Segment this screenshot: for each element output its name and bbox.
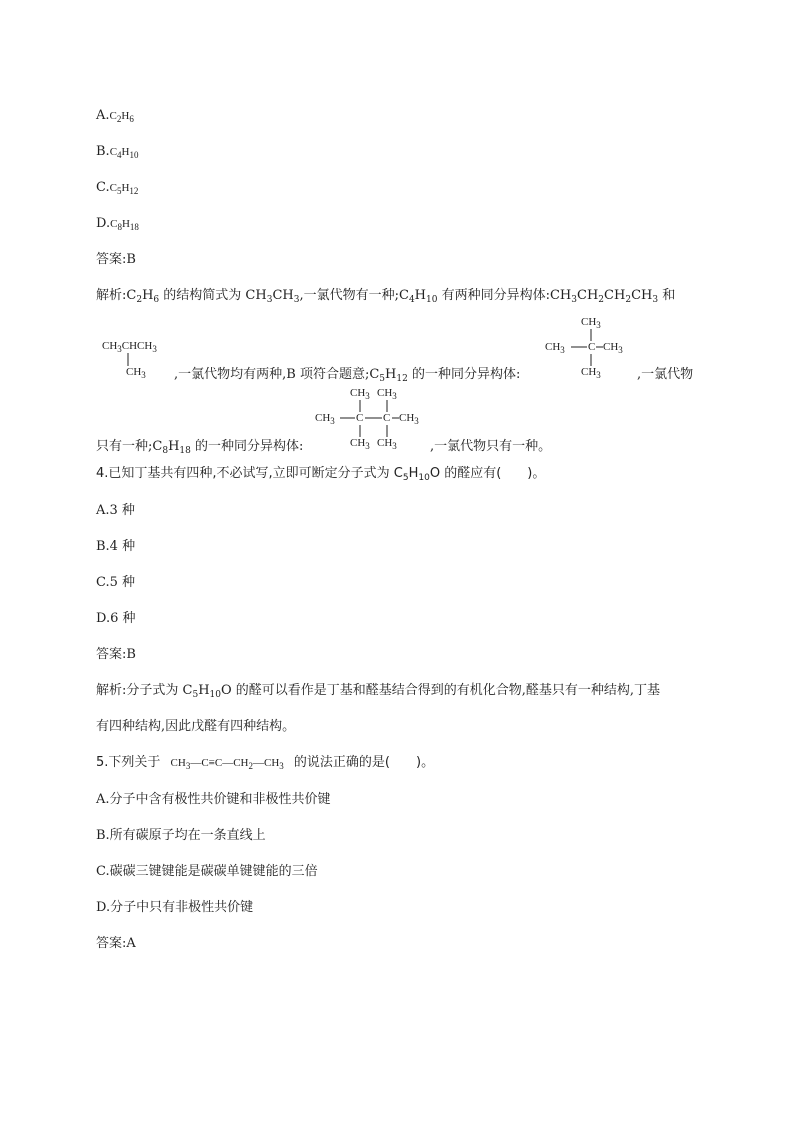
q3-option-c: $C.C_5H_{12}$ bbox=[96, 180, 139, 196]
q3-analysis-line3-end: ,一氯代物只有一种。 bbox=[430, 439, 552, 454]
q3-analysis-line2-end: ,一氯代物 bbox=[637, 367, 694, 382]
q5-option-a: A.分子中含有极性共价键和非极性共价键 bbox=[96, 792, 331, 807]
q4-option-b: B.4 种 bbox=[96, 539, 136, 554]
q5-stem-prefix: 5.下列关于 bbox=[96, 755, 161, 770]
q3-analysis-line1: 解析$:C_2H_6$ 的结构简式为 $CH_3CH_3$,一氯代物有一种$;C_4H_{10}$ 有两种同分异构体$:CH_3CH_2CH_2CH_3$ 和 bbox=[96, 288, 676, 305]
q5-stem bbox=[96, 754, 434, 772]
q4-answer: 答案:B bbox=[96, 647, 136, 662]
q4-option-c: C.5 种 bbox=[96, 575, 136, 590]
isobutane-structure: $CH_3CHCH_3$ $CH_3$ bbox=[102, 340, 157, 380]
q5-option-d: D.分子中只有非极性共价键 bbox=[96, 900, 254, 915]
q3-option-a: $A.C_2H_6$ bbox=[96, 108, 134, 124]
q4-analysis-line1: 解析:分子式为 $C_5H_{10}O$ 的醛可以看作是丁基和醛基结合得到的有机化合物,醛基只有一种结构,丁基 bbox=[96, 683, 661, 700]
q3-option-b: $B.C_4H_{10}$ bbox=[96, 144, 139, 160]
q5-answer: 答案:A bbox=[96, 936, 136, 951]
tetramethylbutane-structure: $CH_3$ $CH_3$ $CH_3$ C C $CH_3$ $CH_3$ $CH_3$ bbox=[315, 387, 419, 451]
q3-analysis-line2-mid: ,一氯代物均有两种,B 项符合题意$;C_5H_{12}$ 的一种同分异构体: bbox=[174, 367, 521, 384]
q5-option-b: B.所有碳原子均在一条直线上 bbox=[96, 828, 266, 843]
q4-option-d: D.6 种 bbox=[96, 611, 136, 626]
q3-analysis-line3-start: 只有一种$;C_8H_{18}$ 的一种同分异构体: bbox=[96, 439, 304, 456]
q4-analysis-line2: 有四种结构,因此戊醛有四种结构。 bbox=[96, 719, 296, 734]
q3-answer: 答案:B bbox=[96, 252, 136, 267]
q5-stem-suffix: 的说法正确的是( )。 bbox=[293, 755, 435, 770]
q5-formula: $CH_3—C\equiv C—CH_2—CH_3$ bbox=[170, 757, 284, 771]
q5-option-c: C.碳碳三键键能是碳碳单键键能的三倍 bbox=[96, 864, 318, 879]
q4-stem: 4.已知丁基共有四种,不必试写,立即可断定分子式为 $C_5H_{10}O$ 的醛应有( )。 bbox=[96, 466, 546, 483]
q4-option-a: A.3 种 bbox=[96, 503, 135, 518]
neopentane-structure: $CH_3$ $CH_3$ C $CH_3$ $CH_3$ bbox=[545, 316, 623, 380]
q3-option-d: $D.C_8H_{18}$ bbox=[96, 216, 139, 232]
